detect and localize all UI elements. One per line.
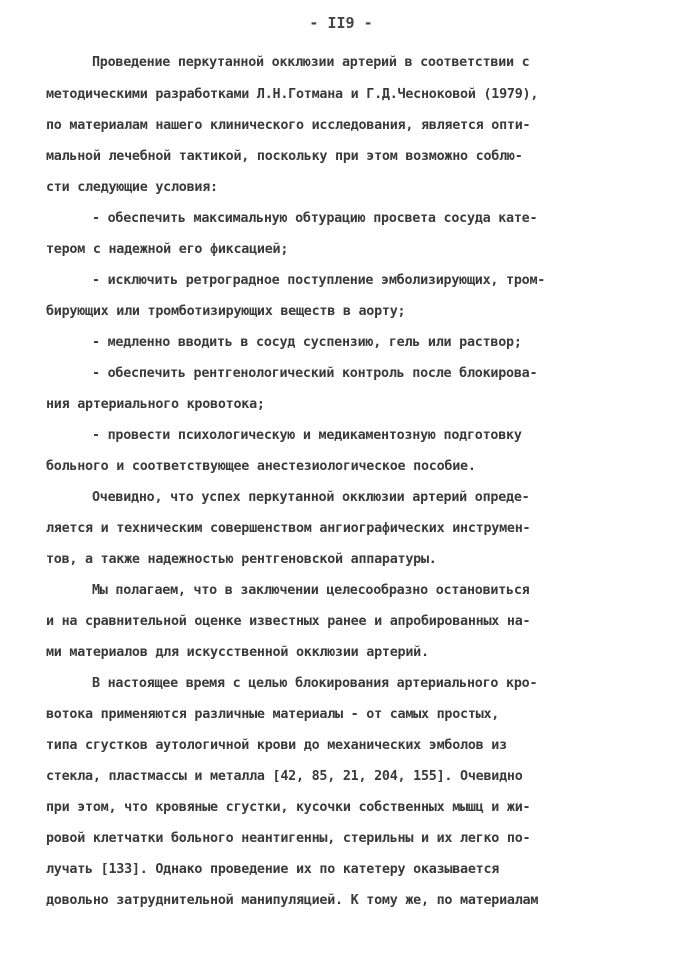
text-line: бирующих или тромботизирующих веществ в аорту; bbox=[46, 304, 406, 319]
text-line: ния артериального кровотока; bbox=[46, 397, 265, 412]
text-line: и на сравнительной оценке известных ранее и апробированных на- bbox=[46, 614, 531, 629]
text-line: по материалам нашего клинического исследования, является опти- bbox=[46, 118, 531, 133]
text-line: ляется и техническим совершенством ангиографических инструмен- bbox=[46, 521, 531, 536]
text-line: больного и соответствующее анестезиологическое пособие. bbox=[46, 459, 476, 474]
text-line: - обеспечить рентгенологический контроль после блокирова- bbox=[92, 366, 538, 381]
text-line: вотока применяются различные материалы - от самых простых, bbox=[46, 707, 500, 722]
text-line: - обеспечить максимальную обтурацию просвета сосуда кате- bbox=[92, 211, 538, 226]
page-number: - II9 - bbox=[309, 14, 373, 32]
text-line: тов, а также надежностью рентгеновской аппаратуры. bbox=[46, 552, 437, 567]
text-line: методическими разработками Л.Н.Готмана и Г.Д.Чесноковой (1979), bbox=[46, 87, 539, 102]
text-line: ровой клетчатки больного неантигенны, стерильны и их легко по- bbox=[46, 831, 531, 846]
text-line: тером с надежной его фиксацией; bbox=[46, 242, 289, 257]
text-line: лучать [133]. Однако проведение их по катетеру оказывается bbox=[46, 862, 500, 877]
text-line: при этом, что кровяные сгустки, кусочки собственных мышц и жи- bbox=[46, 800, 531, 815]
text-line: сти следующие условия: bbox=[46, 180, 218, 195]
text-line: довольно затруднительной манипуляцией. К тому же, по материалам bbox=[46, 893, 539, 908]
text-line: типа сгустков аутологичной крови до механических эмболов из bbox=[46, 738, 507, 753]
text-line: - медленно вводить в сосуд суспензию, гель или раствор; bbox=[92, 335, 522, 350]
text-line: В настоящее время с целью блокирования артериального кро- bbox=[92, 676, 538, 691]
text-line: - провести психологическую и медикаментозную подготовку bbox=[92, 428, 522, 443]
text-line: Мы полагаем, что в заключении целесообразно остановиться bbox=[92, 583, 530, 598]
text-line: - исключить ретроградное поступление эмболизирующих, тром- bbox=[92, 273, 546, 288]
text-line: Очевидно, что успех перкутанной окклюзии артерий опреде- bbox=[92, 490, 530, 505]
text-line: Проведение перкутанной окклюзии артерий в соответствии с bbox=[92, 55, 530, 70]
text-line: мальной лечебной тактикой, поскольку при этом возможно соблю- bbox=[46, 149, 523, 164]
text-line: ми материалов для искусственной окклюзии артерий. bbox=[46, 645, 429, 660]
text-line: стекла, пластмассы и металла [42, 85, 21, 204, 155]. Очевидно bbox=[46, 769, 523, 784]
